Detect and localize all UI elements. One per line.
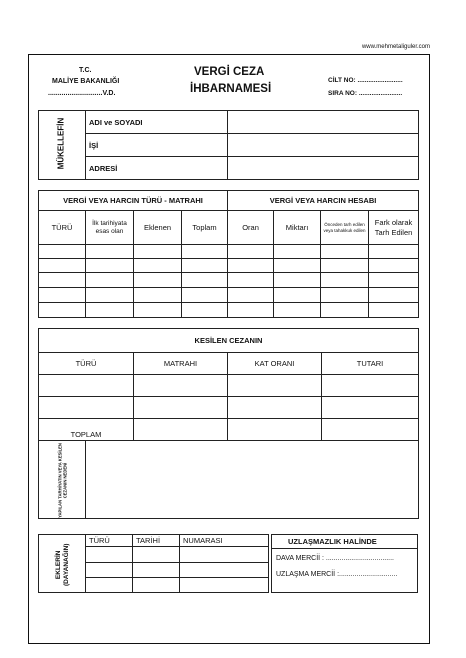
kesilen-col-turu: TÜRÜ (39, 353, 134, 375)
col-onceden: Önceden tarh edilen veya tahakkuk edilen (321, 211, 369, 245)
kesilen-row[interactable] (39, 375, 419, 397)
vergi-row[interactable] (39, 273, 419, 288)
ekler-col-tarihi: TARİHİ (133, 535, 180, 547)
col-turu: TÜRÜ (39, 211, 86, 245)
col-miktari: Miktarı (274, 211, 321, 245)
tc-label: T.C. (79, 67, 92, 74)
kesilen-col-matrahi: MATRAHI (134, 353, 228, 375)
vergi-left-title: VERGİ VEYA HARCIN TÜRÜ - MATRAHI (39, 191, 228, 211)
vergi-row[interactable] (39, 288, 419, 303)
toplam-tutari-field[interactable] (322, 419, 419, 441)
ekler-col-numarasi: NUMARASI (180, 535, 269, 547)
vergi-table (38, 190, 419, 318)
uzlasma-mercii-field[interactable]: UZLAŞMA MERCİİ :.............................. (276, 571, 398, 578)
mukellef-side-label: MÜKELLEFİN (56, 117, 66, 170)
address-field[interactable] (228, 157, 419, 180)
vergi-row[interactable] (39, 259, 419, 273)
address-label: ADRESİ (86, 157, 228, 180)
tax-office-field[interactable]: ............................V.D. (48, 90, 116, 97)
sira-no-field[interactable]: SIRA NO: ........................ (328, 90, 403, 97)
name-label: ADI ve SOYADI (86, 111, 228, 134)
vergi-row[interactable] (39, 303, 419, 318)
website-label: www.mehmetaliguler.com (361, 44, 430, 50)
ekler-table (38, 534, 269, 593)
col-ilk: İlk tarihiyata esas olan (86, 211, 134, 245)
col-toplam: Toplam (182, 211, 228, 245)
title-line2: İHBARNAMESİ (190, 83, 272, 95)
kesilen-table (38, 328, 419, 519)
kesilen-title: KESİLEN CEZANIN (39, 329, 419, 353)
col-fark: Fark olarak Tarh Edilen (369, 211, 419, 245)
cilt-no-field[interactable]: CİLT NO: ......................... (328, 77, 403, 84)
dava-mercii-field[interactable]: DAVA MERCİİ : ................................... (276, 555, 394, 562)
col-oran: Oran (228, 211, 274, 245)
ekler-col-turu: TÜRÜ (86, 535, 133, 547)
vergi-right-title: VERGİ VEYA HARCIN HESABI (228, 191, 419, 211)
kesilen-row[interactable] (39, 397, 419, 419)
mukellef-side-cell (39, 111, 86, 180)
ministry-label: MALİYE BAKANLIĞI (52, 78, 120, 85)
vergi-row[interactable] (39, 245, 419, 259)
job-field[interactable] (228, 134, 419, 157)
name-field[interactable] (228, 111, 419, 134)
kesilen-col-tutari: TUTARI (322, 353, 419, 375)
job-label: İŞİ (86, 134, 228, 157)
col-eklenen: Eklenen (134, 211, 182, 245)
neden-side-label: YAPILAN TARHİYATIN VEYA KESİLEN CEZANIN NEDENİ (57, 443, 68, 518)
ekler-side-cell (39, 535, 86, 593)
uzlasma-divider (271, 548, 418, 549)
kesilen-toplam-label: TOPLAM (39, 419, 134, 441)
neden-side-cell (39, 441, 86, 519)
toplam-kat-orani-field[interactable] (228, 419, 322, 441)
kesilen-col-kat-orani: KAT ORANI (228, 353, 322, 375)
title-line1: VERGİ CEZA (194, 66, 265, 78)
ekler-side-label: EKLERİN (DAYANAĞIN) (55, 543, 70, 587)
toplam-matrahi-field[interactable] (134, 419, 228, 441)
uzlasma-title: UZLAŞMAZLIK HALİNDE (288, 537, 377, 546)
neden-field[interactable] (86, 441, 419, 519)
mukellef-table (38, 110, 419, 180)
